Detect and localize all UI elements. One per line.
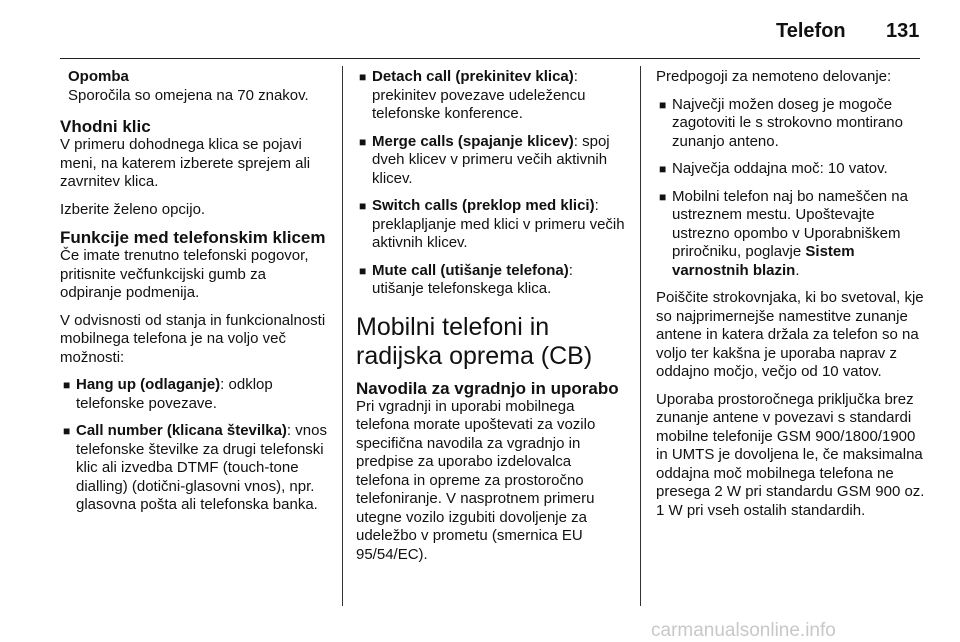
list-item	[356, 133, 626, 189]
paragraph-prerequisites: Predpogoji za nemoteno delovanje:	[656, 68, 892, 85]
list-item	[656, 188, 926, 281]
bullet-icon: ■	[359, 263, 367, 278]
header-divider	[60, 58, 920, 59]
paragraph-antenna-advice: Poiščite strokovnjaka, ki bo svetoval, kje so najprimernejše namestitve zunanje antene in katera držala za telefon so na voljo ter kakšna je uporaba naprav z oddajno močjo, večjo od 10 vatov.	[656, 289, 924, 380]
option-term: Merge calls (spajanje klicev)	[372, 132, 574, 150]
paragraph-incoming-call: V primeru dohodnega klica se pojavi meni, na katerem izberete sprejem ali zavrnitev klica.	[60, 136, 311, 190]
call-options-list	[60, 376, 330, 515]
heading-mobile-phones: Mobilni telefoni in radijska oprema (CB)	[356, 312, 593, 370]
option-term: Switch calls (preklop med klici)	[372, 197, 595, 214]
bullet-icon: ■	[359, 70, 367, 84]
page-number: 131	[886, 20, 920, 42]
paragraph-install-instructions: Pri vgradnji in uporabi mobilnega telefona morate upoštevati za vozilo specifična navodila za vgradnjo in predpise za uporabo izdelovalca telefona in opreme za prostoročno telefoniranje. V nasprotnem primeru utegne vozilo izgubiti dovoljenje za udeležbo v prometu (smernica EU 95/54/EC).	[356, 397, 596, 563]
list-item	[656, 96, 926, 152]
heading-incoming-call: Vhodni klic	[60, 117, 151, 136]
paragraph-call-functions-1: Če imate trenutno telefonski pogovor, pritisnite večfunkcijski gumb za odpiranje podmenija.	[60, 247, 309, 301]
column-divider-1	[342, 66, 343, 606]
column-1	[60, 68, 330, 524]
paragraph-call-functions-2: V odvisnosti od stanja in funkcionalnosti mobilnega telefona je na voljo več možnosti:	[60, 311, 326, 366]
option-term: Hang up (odlaganje)	[76, 376, 221, 393]
paragraph-select-option: Izberite želeno opcijo.	[60, 200, 206, 218]
section-title: Telefon	[776, 20, 846, 42]
option-desc: : odklop telefonske povezave.	[76, 376, 273, 412]
heading-call-functions: Funkcije med telefonskim klicem	[60, 228, 326, 247]
option-desc: : preklapljanje med klici v primeru večih aktivnih klicev.	[372, 197, 625, 251]
option-term: Detach call (prekinitev klica)	[372, 68, 574, 85]
bullet-icon: ■	[659, 162, 667, 176]
option-term: Mute call (utišanje telefona)	[372, 261, 569, 279]
prereq-text: Največja oddajna moč: 10 vatov.	[672, 160, 888, 177]
call-options-list-continued	[356, 68, 626, 299]
bullet-icon: ■	[659, 189, 667, 204]
list-item	[656, 160, 926, 179]
list-item	[356, 197, 626, 253]
prereq-text-end: .	[795, 261, 800, 279]
prereq-text: Mobilni telefon naj bo nameščen na ustreznem mestu. Upoštevajte ustrezno opombo v Uporabniškem priročniku, poglavje	[672, 187, 908, 260]
watermark: carmanualsonline.info	[651, 620, 836, 641]
prerequisites-list	[656, 96, 926, 281]
note-title: Opomba	[68, 68, 129, 85]
heading-install-instructions: Navodila za vgradnjo in uporabo	[356, 378, 619, 398]
column-2	[356, 68, 626, 573]
prereq-text: Največji možen doseg je mogoče zagotoviti le s strokovno montirano zunanjo anteno.	[672, 95, 903, 150]
list-item	[356, 68, 626, 124]
paragraph-handsfree-usage: Uporaba prostoročnega priključka brez zunanje antene v povezavi s standardi mobilne telefonije GSM 900/1800/1900 in UMTS je dovoljena le, če maksimalna oddajna moč mobilnega telefona ne presega 2 W pri standardu GSM 900 oz. 1 W pri vseh ostalih standardih.	[656, 390, 925, 519]
list-item	[60, 376, 330, 413]
option-term: Call number (klicana številka)	[76, 422, 287, 439]
bullet-icon: ■	[63, 424, 71, 438]
bullet-icon: ■	[359, 134, 367, 149]
option-desc: : vnos telefonske številke za drugi telefonski klic ali izvedba DTMF (touch-tone dialling) (dotični-glasovni vnos), npr. glasovna pošta ali telefonska banka.	[76, 422, 327, 513]
option-desc: : prekinitev povezave udeležencu telefonske konference.	[372, 68, 586, 122]
note-body: Sporočila so omejena na 70 znakov.	[68, 86, 309, 104]
bullet-icon: ■	[659, 97, 667, 112]
page-header	[0, 0, 960, 62]
option-desc: : utišanje telefonskega klica.	[372, 261, 573, 297]
cross-reference: Sistem varnostnih blazin	[672, 243, 855, 279]
list-item	[60, 422, 330, 515]
list-item	[356, 262, 626, 299]
bullet-icon: ■	[359, 199, 367, 213]
bullet-icon: ■	[63, 378, 71, 392]
option-desc: : spoj dveh klicev v primeru večih aktivnih klicev.	[372, 132, 610, 187]
column-divider-2	[640, 66, 641, 606]
column-3	[656, 68, 926, 529]
